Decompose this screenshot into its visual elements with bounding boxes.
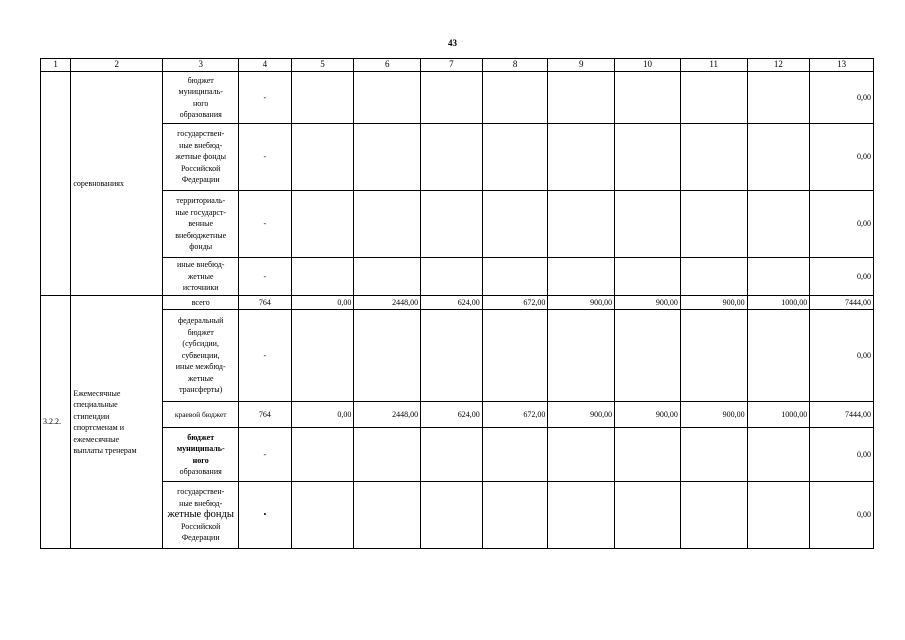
value-cell: -: [239, 124, 292, 191]
value-cell: 764: [239, 296, 292, 310]
value-cell: 672,00: [482, 402, 548, 428]
table-row: [41, 258, 874, 296]
funding-source-cell: территориаль- ные государст- венные внебюджетные фонды: [163, 191, 239, 258]
table-row: [41, 310, 874, 402]
value-cell: 2448,00: [354, 296, 421, 310]
total-cell: 7444,00: [810, 402, 874, 428]
value-cell: 624,00: [421, 402, 483, 428]
table-row: [41, 191, 874, 258]
column-header: 8: [482, 59, 548, 72]
table-row: [41, 124, 874, 191]
value-cell: 624,00: [421, 296, 483, 310]
funding-source-cell: государствен- ные внебюд- жетные фонды Российской Федерации: [163, 124, 239, 191]
value-cell: 900,00: [680, 296, 747, 310]
value-cell: 900,00: [615, 296, 681, 310]
value-cell: 1000,00: [747, 296, 810, 310]
value-cell: 1000,00: [747, 402, 810, 428]
column-header: 10: [615, 59, 681, 72]
column-header: 11: [680, 59, 747, 72]
value-cell: -: [239, 191, 292, 258]
column-header: 4: [239, 59, 292, 72]
total-cell: 0,00: [810, 124, 874, 191]
column-header: 12: [747, 59, 810, 72]
funding-source-cell: краевой бюджет: [163, 402, 239, 428]
value-cell: 764: [239, 402, 292, 428]
total-cell: 0,00: [810, 258, 874, 296]
value-cell: -: [239, 428, 292, 482]
total-cell: 0,00: [810, 191, 874, 258]
column-header: 3: [163, 59, 239, 72]
total-cell: 0,00: [810, 482, 874, 549]
value-cell: 2448,00: [354, 402, 421, 428]
total-cell: 7444,00: [810, 296, 874, 310]
total-cell: 0,00: [810, 72, 874, 124]
column-header: 9: [548, 59, 615, 72]
funding-source-cell: государствен- ные внебюд- жетные фонды Российской Федерации: [163, 482, 239, 549]
column-header: 1: [41, 59, 71, 72]
total-cell: 0,00: [810, 428, 874, 482]
table-row: [41, 482, 874, 549]
funding-source-cell: иные внебюд- жетные источники: [163, 258, 239, 296]
column-header: 6: [354, 59, 421, 72]
funding-source-cell: федеральный бюджет (субсидии, субвенции, иные межбюд- жетные трансферты): [163, 310, 239, 402]
value-cell: 900,00: [548, 402, 615, 428]
value-cell: 672,00: [482, 296, 548, 310]
funding-source-cell: бюджет муниципаль- ного образования: [163, 428, 239, 482]
value-cell: 0,00: [291, 402, 354, 428]
column-number-row: [41, 59, 874, 72]
table-row: [41, 428, 874, 482]
item-number-cell: 3.2.2.: [41, 296, 71, 549]
column-header: 13: [810, 59, 874, 72]
value-cell: 0,00: [291, 296, 354, 310]
column-header: 7: [421, 59, 483, 72]
value-cell: 900,00: [548, 296, 615, 310]
value-cell: 900,00: [680, 402, 747, 428]
value-cell: -: [239, 72, 292, 124]
value-cell: •: [239, 482, 292, 549]
table-row: [41, 402, 874, 428]
page-number: 43: [448, 38, 457, 48]
item-name-cell: Ежемесячные специальные стипендии спортсменам и ежемесячные выплаты тренерам: [71, 296, 163, 549]
funding-source-cell: бюджет муниципаль- ного образования: [163, 72, 239, 124]
total-cell: 0,00: [810, 310, 874, 402]
funding-source-cell: всего: [163, 296, 239, 310]
table-row: [41, 296, 874, 310]
value-cell: 900,00: [615, 402, 681, 428]
value-cell: -: [239, 310, 292, 402]
value-cell: -: [239, 258, 292, 296]
table-row: [41, 72, 874, 124]
column-header: 5: [291, 59, 354, 72]
column-header: 2: [71, 59, 163, 72]
budget-table: [40, 58, 874, 549]
item-number-cell: [41, 72, 71, 296]
item-name-cell: соревнованиях: [71, 72, 163, 296]
